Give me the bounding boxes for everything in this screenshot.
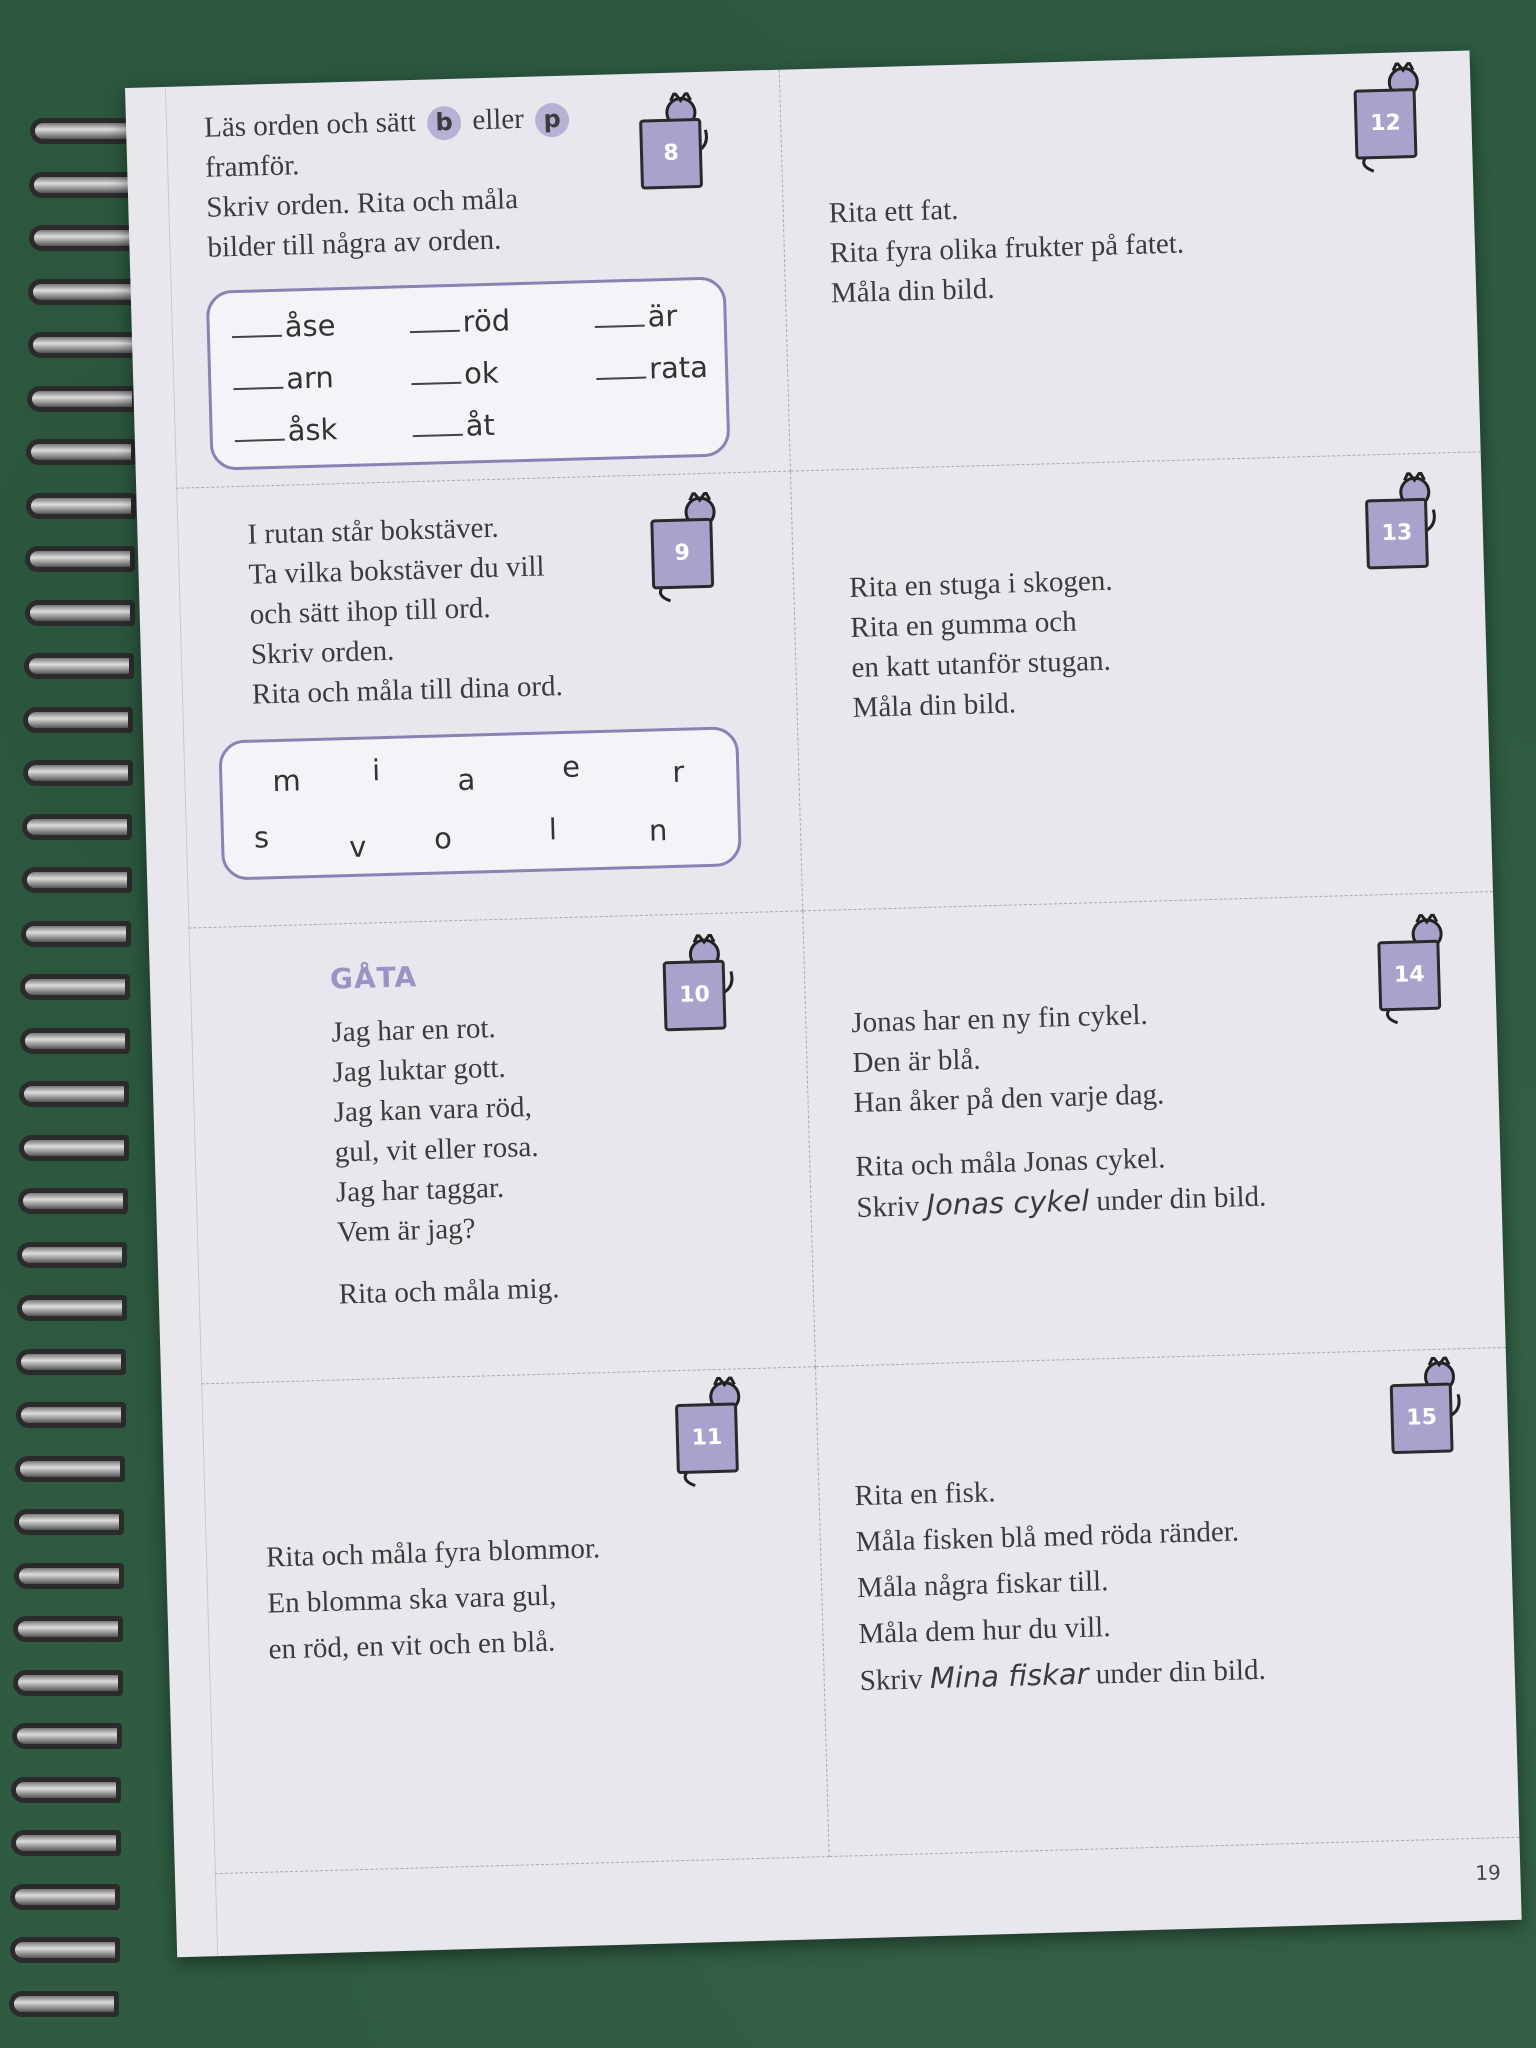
instruction-line: Rita en fisk. — [854, 1476, 996, 1513]
instruction-line: Skriv Mina fiskar under din bild. — [859, 1653, 1267, 1698]
word-box — [206, 276, 731, 470]
letter-tile: r — [671, 754, 685, 789]
word-item: åse — [231, 308, 336, 345]
instruction-line: Måla din bild. — [830, 272, 995, 310]
instruction-line: Den är blå. — [852, 1043, 981, 1080]
spiral-ring — [16, 1349, 126, 1375]
instruction-line: Rita ett fat. — [828, 193, 959, 230]
instruction-line: Jag kan vara röd, — [333, 1091, 533, 1129]
letter-tile: l — [548, 812, 558, 847]
instruction-line: Måla några fiskar till. — [856, 1565, 1109, 1605]
instruction-line: Rita fyra olika frukter på fatet. — [829, 227, 1185, 270]
instruction-line: Jag har taggar. — [335, 1171, 505, 1209]
instruction-line: Jonas har en ny fin cykel. — [850, 998, 1149, 1040]
instruction-line: bilder till några av orden. — [207, 223, 502, 264]
spiral-ring — [28, 332, 138, 358]
letter-tile: m — [271, 763, 302, 799]
page-number: 19 — [1475, 1860, 1502, 1885]
word-item: röd — [409, 303, 510, 340]
handwritten-text: Jonas cykel — [926, 1183, 1090, 1223]
spiral-ring — [10, 1884, 120, 1910]
task-8-badge — [630, 91, 723, 203]
instruction-line: En blomma ska vara gul, — [266, 1579, 557, 1620]
task-9-instructions — [247, 506, 563, 715]
spiral-ring — [21, 921, 131, 947]
word-item: åt — [412, 408, 495, 444]
spiral-ring — [29, 172, 139, 198]
spiral-ring — [11, 1777, 121, 1803]
instruction-line: Jag har en rot. — [331, 1012, 497, 1049]
letter-tile: e — [561, 749, 581, 785]
task-number: 14 — [1377, 940, 1441, 1012]
word-item: rata — [596, 350, 709, 387]
riddle-title: GÅTA — [329, 960, 418, 996]
task-12-badge — [1345, 61, 1438, 173]
instruction-line: Skriv orden. Rita och måla — [205, 183, 519, 224]
task-number: 8 — [639, 118, 703, 190]
spiral-ring — [26, 493, 136, 519]
instruction-line: Måla fisken blå med röda ränder. — [855, 1515, 1240, 1559]
spiral-ring — [12, 1723, 122, 1749]
spiral-ring — [19, 1135, 129, 1161]
task-11-instructions — [265, 1525, 603, 1672]
spiral-ring — [22, 867, 132, 893]
spiral-ring — [30, 118, 140, 144]
instruction-line: och sätt ihop till ord. — [249, 592, 491, 631]
task-13-instructions — [849, 561, 1117, 728]
instruction-line: I rutan står bokstäver. — [247, 511, 500, 551]
instruction-line: Jag luktar gott. — [332, 1051, 507, 1089]
letter-tile: n — [648, 813, 668, 848]
instruction-line: gul, vit eller rosa. — [334, 1130, 539, 1169]
instruction-line: Rita och måla Jonas cykel. — [854, 1142, 1166, 1184]
task-number: 12 — [1354, 88, 1418, 160]
spiral-ring — [20, 974, 130, 1000]
task-number: 9 — [650, 518, 714, 590]
handwritten-text: Mina fiskar — [929, 1656, 1090, 1696]
task-11-badge — [666, 1376, 759, 1488]
word-item: ok — [411, 356, 499, 392]
word-item: är — [594, 299, 678, 335]
spiral-ring — [9, 1991, 119, 2017]
spiral-ring — [11, 1830, 121, 1856]
task-10-riddle — [331, 1006, 560, 1314]
spiral-ring — [22, 814, 132, 840]
task-14-instructions — [851, 992, 1267, 1228]
instruction-line: Läs orden och sätt — [203, 105, 417, 144]
letter-tile: o — [433, 821, 453, 856]
spiral-ring — [17, 1295, 127, 1321]
spiral-ring — [29, 225, 139, 251]
spiral-ring — [23, 760, 133, 786]
task-15-instructions — [854, 1462, 1266, 1704]
instruction-line: Rita och måla fyra blommor. — [265, 1532, 601, 1574]
spiral-ring — [24, 653, 134, 679]
task-number: 10 — [663, 960, 727, 1032]
letter-tile: i — [371, 753, 381, 788]
instruction-line: Rita en stuga i skogen. — [848, 564, 1113, 604]
instruction-line: Ta vilka bokstäver du vill — [248, 550, 545, 591]
task-15-badge — [1381, 1356, 1474, 1468]
task-10-badge — [654, 933, 747, 1045]
spiral-ring — [10, 1937, 120, 1963]
instruction-line: Rita och måla till dina ord. — [251, 670, 564, 711]
instruction-line: Vem är jag? — [336, 1212, 476, 1249]
spiral-ring — [23, 707, 133, 733]
instruction-line: en katt utanför stugan. — [851, 644, 1112, 684]
spiral-ring — [18, 1188, 128, 1214]
instruction-line: Han åker på den varje dag. — [853, 1078, 1165, 1120]
spiral-ring — [25, 600, 135, 626]
spiral-ring — [13, 1616, 123, 1642]
task-8-instructions — [204, 98, 577, 268]
task-number: 15 — [1390, 1382, 1454, 1454]
letter-tile: v — [348, 829, 367, 865]
task-9-badge — [642, 491, 735, 603]
task-12-instructions — [828, 184, 1186, 314]
spiral-ring — [19, 1081, 129, 1107]
workbook-page — [125, 50, 1522, 1957]
spiral-ring — [20, 1028, 130, 1054]
instruction-line: en röd, en vit och en blå. — [268, 1625, 556, 1666]
spiral-ring — [14, 1509, 124, 1535]
spiral-ring — [27, 386, 137, 412]
word-item: arn — [233, 360, 334, 397]
instruction-line: Skriv Jonas cykel under din bild. — [856, 1180, 1267, 1225]
task-number: 13 — [1365, 498, 1429, 570]
spiral-ring — [26, 439, 136, 465]
spiral-ring — [13, 1670, 123, 1696]
task-number: 11 — [675, 1402, 739, 1474]
letter-tile: a — [456, 762, 476, 797]
instruction-line: framför. — [204, 149, 300, 184]
instruction-line: Måla din bild. — [852, 687, 1017, 724]
instruction-line: Rita en gumma och — [849, 605, 1078, 644]
instruction-line: eller — [471, 102, 525, 137]
instruction-line: Skriv orden. — [250, 634, 395, 671]
spiral-ring — [14, 1563, 124, 1589]
instruction-line: Måla dem hur du vill. — [858, 1611, 1111, 1651]
task-13-badge — [1356, 471, 1449, 583]
spiral-ring — [25, 546, 135, 572]
spiral-ring — [16, 1402, 126, 1428]
letter-p-circle: p — [535, 103, 570, 138]
letter-b-circle: b — [427, 106, 462, 141]
instruction-line: Rita och måla mig. — [338, 1272, 560, 1311]
spiral-ring — [15, 1456, 125, 1482]
word-item: åsk — [234, 412, 338, 449]
letter-tile: s — [253, 820, 270, 855]
spiral-ring — [28, 279, 138, 305]
spiral-ring — [17, 1242, 127, 1268]
letter-box — [218, 726, 742, 880]
task-14-badge — [1369, 913, 1462, 1025]
